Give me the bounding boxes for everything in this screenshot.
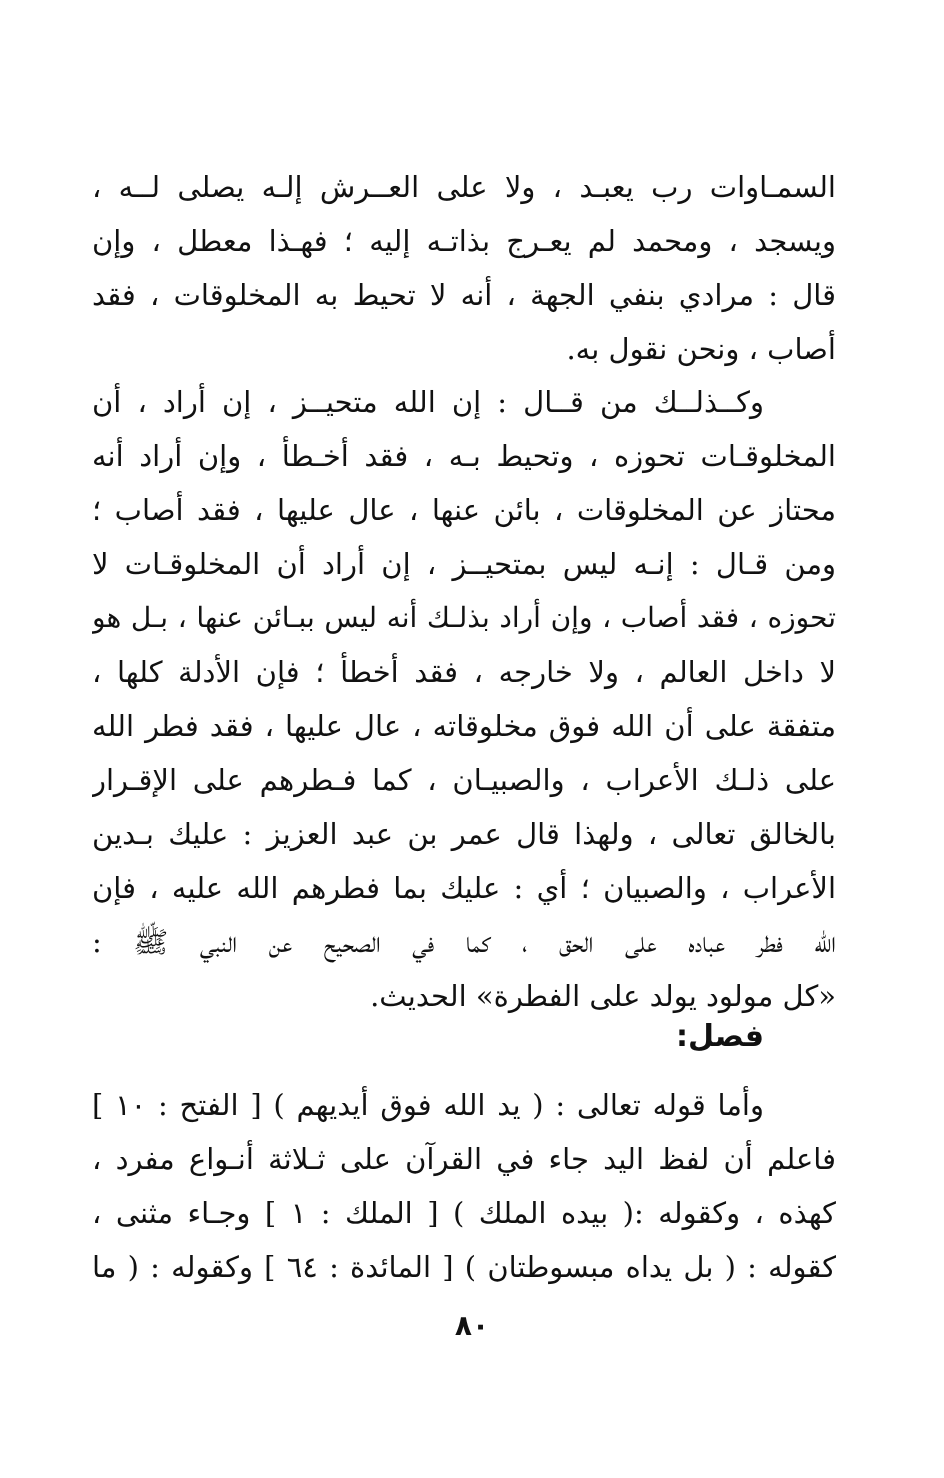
page-number: ٨٠ [454,1309,490,1342]
text-line: وكــذلــك من قــال : إن الله متحيــز ، إن أراد ، أن [92,385,764,419]
text-line: تحوزه ، فقد أصاب ، وإن أراد بذلـك أنه ليس ببـائن عنها ، بـل هو [92,601,836,634]
paragraph-2 [92,375,836,1023]
paragraph-1 [92,160,836,376]
text-line: لا داخل العالم ، ولا خارجه ، فقد أخطأ ؛ فإن الأدلة كلها ، [92,655,836,689]
text-line: متفقة على أن الله فوق مخلوقاته ، عال عليها ، فقد فطر الله [92,709,836,743]
text-line: ويسجد ، ومحمد لم يعـرج بذاتـه إليه ؛ فهـذا معطل ، وإن [92,224,836,258]
text-line: فاعلم أن لفظ اليد جاء في القرآن على ثـلاثة أنـواع مفرد ، [92,1142,836,1176]
text-line: محتاز عن المخلوقات ، بائن عنها ، عال عليها ، فقد أصاب ؛ [92,493,836,527]
text-line: السمـاوات رب يعبـد ، ولا على العــرش إلـه يصلى لــه ، [92,170,836,204]
text-line: المخلوقـات تحوزه ، وتحيط بـه ، فقد أخـطأ ، وإن أراد أنه [92,439,836,473]
paragraph-3 [92,1078,836,1294]
text-line: الأعراب ، والصبيان ؛ أي : عليك بما فطرهم الله عليه ، فإن [92,871,836,905]
section-heading: فصل: [676,1019,764,1054]
text-line: الله فطر عباده على الحق ، كما في الصحيح عن النبي ﷺ : [92,925,836,959]
text-line: كهذه ، وكقوله :( بيده الملك ) [ الملك : ١ ] وجـاء مثنى ، [92,1196,836,1230]
text-line: وأما قوله تعالى : ( يد الله فوق أيديهم ) [ الفتح : ١٠ ] [92,1088,764,1122]
text-line: بالخالق تعالى ، ولهذا قال عمر بن عبد العزيز : عليك بـدين [92,817,836,851]
text-line: أصاب ، ونحن نقول به. [566,332,836,366]
text-line: «كل مولود يولد على الفطرة» الحديث. [370,979,836,1013]
text-line: كقوله : ( بل يداه مبسوطتان ) [ المائدة : ٦٤ ] وكقوله : ( ما [92,1250,836,1284]
text-line: ومن قـال : إنـه ليس بمتحيــز ، إن أراد أن المخلوقـات لا [92,547,836,581]
text-line: قال : مرادي بنفي الجهة ، أنه لا تحيط به المخلوقات ، فقد [92,278,836,312]
text-line: على ذلـك الأعراب ، والصبيـان ، كما فـطرهم على الإقـرار [92,763,836,797]
